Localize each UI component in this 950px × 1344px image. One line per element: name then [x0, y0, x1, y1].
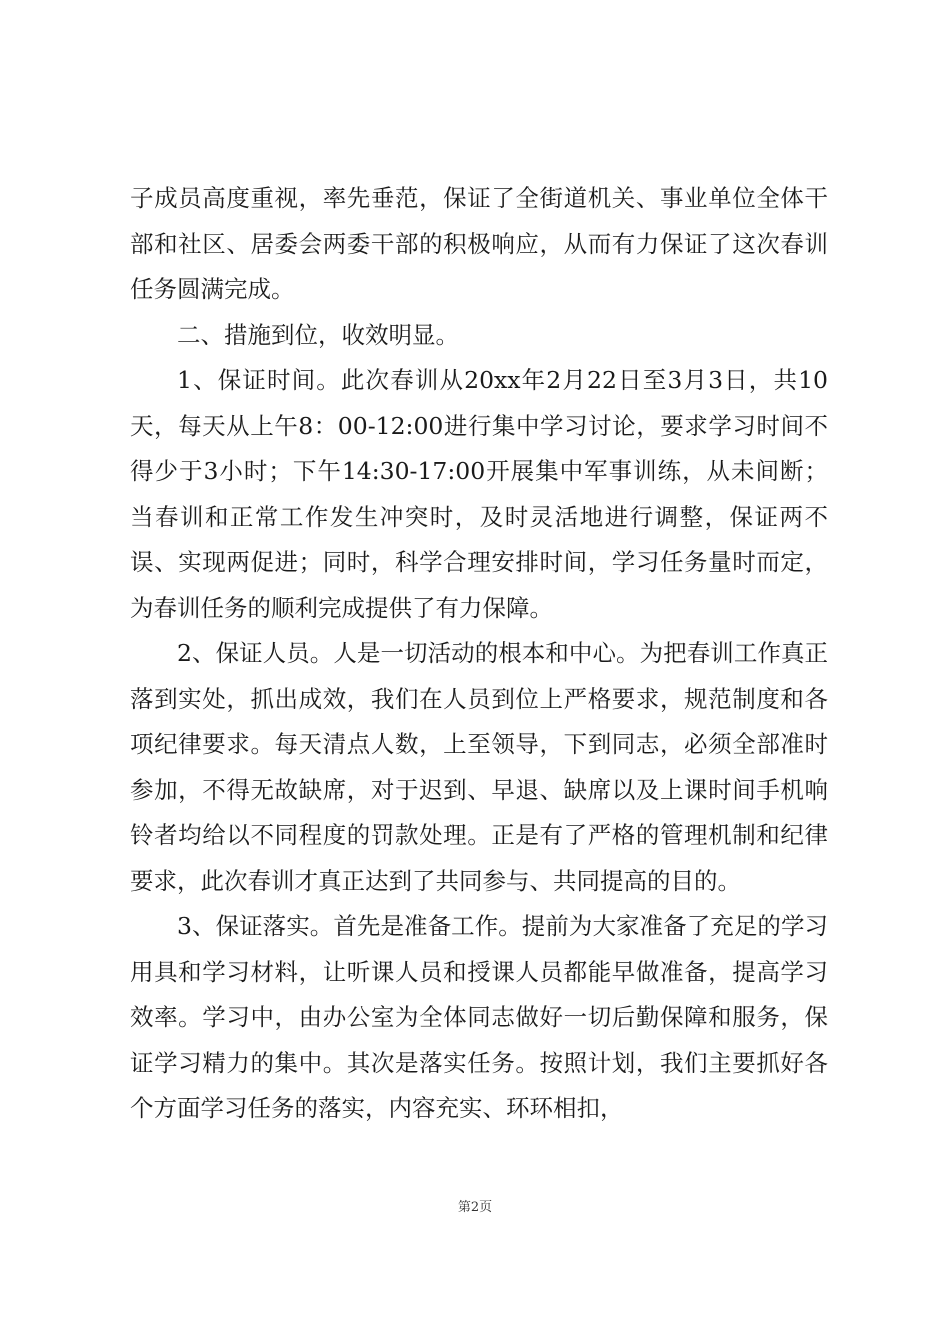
section-heading: 二、措施到位，收效明显。: [177, 320, 459, 349]
page-number: 第2页: [457, 1200, 493, 1215]
paragraph-continuation: 子成员高度重视，率先垂范，保证了全街道机关、事业单位全体干部和社区、居委会两委干部的积极响应，从而有力保证了这次春训任务圆满完成。: [130, 184, 828, 303]
paragraph-implementation: 3、保证落实。首先是准备工作。提前为大家准备了充足的学习用具和学习材料，让听课人员和授课人员都能早做准备，提高学习效率。学习中，由办公室为全体同志做好一切后勤保障和服务，保证学习精力的集中。其次是落实任务。按照计划，我们主要抓好各个方面学习任务的落实，内容充实、环环相扣，: [130, 912, 828, 1122]
document-body: [130, 176, 828, 1132]
paragraph-personnel: 2、保证人员。人是一切活动的根本和中心。为把春训工作真正落到实处，抓出成效，我们在人员到位上严格要求，规范制度和各项纪律要求。每天清点人数，上至领导，下到同志，必须全部准时参加，不得无故缺席，对于迟到、早退、缺席以及上课时间手机响铃者均给以不同程度的罚款处理。正是有了严格的管理机制和纪律要求，此次春训才真正达到了共同参与、共同提高的目的。: [130, 639, 828, 895]
paragraph-time: 1、保证时间。此次春训从20xx年2月22日至3月3日，共10天，每天从上午8：00-12:00进行集中学习讨论，要求学习时间不得少于3小时；下午14:30-17:00开展集中军事训练，从未间断；当春训和正常工作发生冲突时，及时灵活地进行调整，保证两不误、实现两促进；同时，科学合理安排时间，学习任务量时而定，为春训任务的顺利完成提供了有力保障。: [130, 366, 828, 622]
